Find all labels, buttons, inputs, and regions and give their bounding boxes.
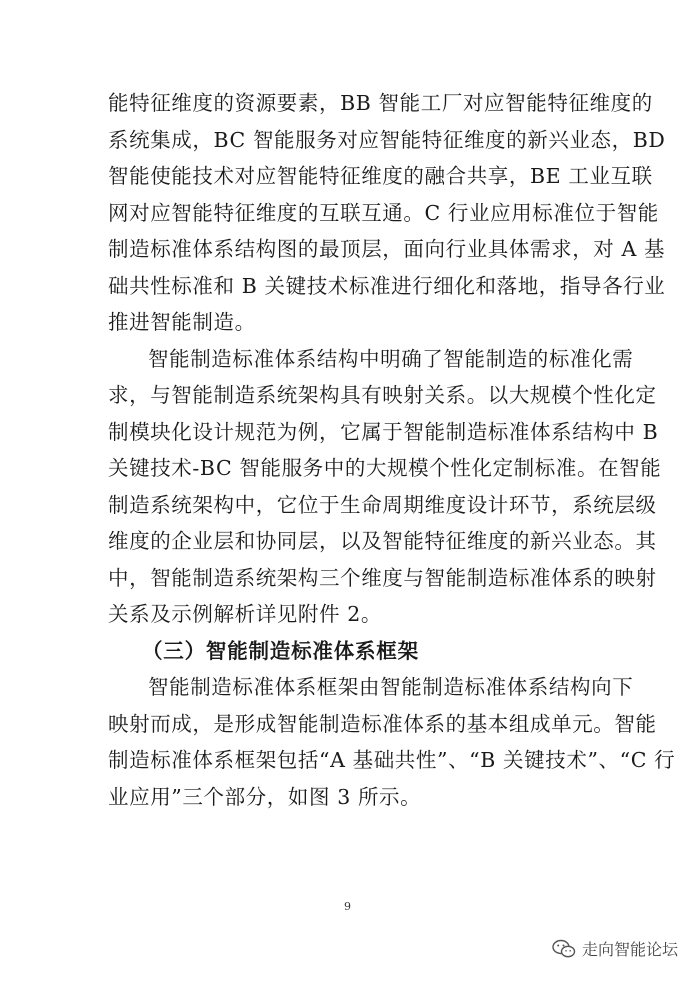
body-line-13: 维度的企业层和协同层，以及智能特征维度的新兴业态。其 xyxy=(108,529,657,553)
body2-line-4: 业应用”三个部分，如图 3 所示。 xyxy=(108,785,422,809)
watermark xyxy=(552,937,678,960)
body2-line-3: 制造标准体系框架包括“A 基础共性”、“B 关键技术”、“C 行 xyxy=(108,748,676,772)
body-line-1: 能特征维度的资源要素，BB 智能工厂对应智能特征维度的 xyxy=(108,91,653,115)
body2-line-2: 映射而成，是形成智能制造标准体系的基本组成单元。智能 xyxy=(108,712,657,736)
body-line-3: 智能使能技术对应智能特征维度的融合共享，BE 工业互联 xyxy=(108,164,653,188)
body-line-12: 制造系统架构中，它位于生命周期维度设计环节，系统层级 xyxy=(108,493,657,517)
body2-line-1: 智能制造标准体系框架由智能制造标准体系结构向下 xyxy=(148,675,634,699)
body-line-6: 础共性标准和 B 关键技术标准进行细化和落地，指导各行业 xyxy=(108,274,666,298)
body-line-2: 系统集成，BC 智能服务对应智能特征维度的新兴业态，BD xyxy=(108,128,666,152)
body-line-4: 网对应智能特征维度的互联互通。C 行业应用标准位于智能 xyxy=(108,201,659,225)
wechat-icon xyxy=(552,939,576,959)
body-line-15: 关系及示例解析详见附件 2。 xyxy=(108,602,382,626)
body-line-7: 推进智能制造。 xyxy=(108,310,256,334)
body-line-9: 求，与智能制造系统架构具有映射关系。以大规模个性化定 xyxy=(108,383,657,407)
body-line-10: 制模块化设计规范为例，它属于智能制造标准体系结构中 B xyxy=(108,420,659,444)
page-number: 9 xyxy=(344,900,351,913)
watermark-text: 走向智能论坛 xyxy=(581,940,678,959)
body-line-11: 关键技术-BC 智能服务中的大规模个性化定制标准。在智能 xyxy=(108,456,662,480)
body-line-8: 智能制造标准体系结构中明确了智能制造的标准化需 xyxy=(148,347,634,371)
section-heading: （三）智能制造标准体系框架 xyxy=(142,639,419,663)
body-line-14: 中，智能制造系统架构三个维度与智能制造标准体系的映射 xyxy=(108,566,657,590)
body-line-5: 制造标准体系结构图的最顶层，面向行业具体需求，对 A 基 xyxy=(108,237,666,261)
